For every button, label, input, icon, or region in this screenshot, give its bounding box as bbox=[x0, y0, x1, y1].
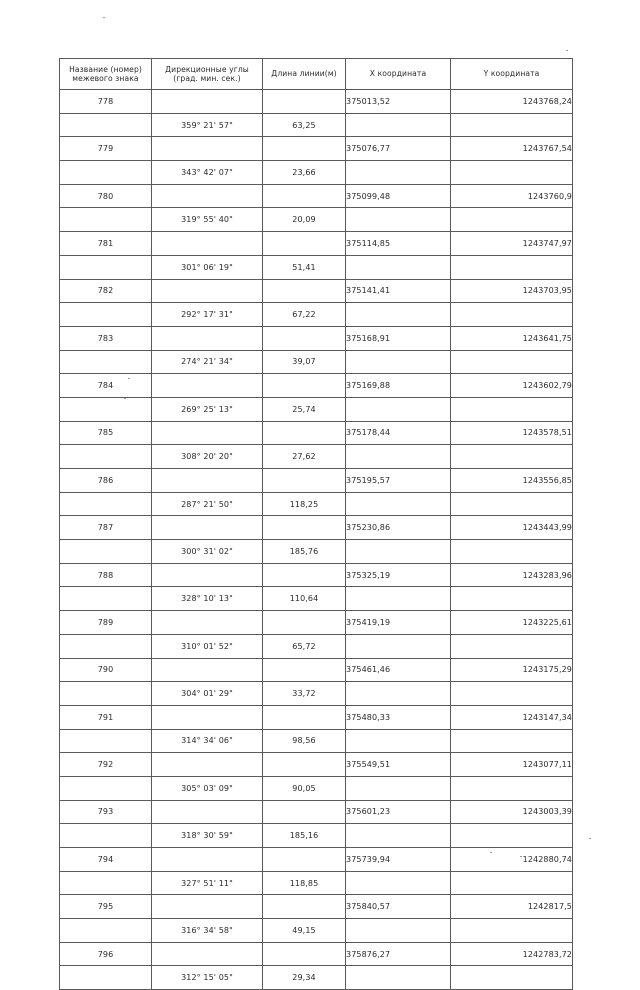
point-name-cell bbox=[60, 919, 152, 943]
point-name-cell bbox=[60, 776, 152, 800]
header-point-name: Название (номер) межевого знака bbox=[60, 59, 152, 90]
point-name-cell bbox=[60, 682, 152, 706]
point-name-cell bbox=[60, 540, 152, 564]
line-length-cell: 39,07 bbox=[263, 350, 346, 374]
y-coordinate-cell bbox=[451, 350, 573, 374]
y-coordinate-cell: 1243175,29 bbox=[451, 658, 573, 682]
line-length-cell: 51,41 bbox=[263, 255, 346, 279]
table-row-point bbox=[60, 232, 573, 256]
point-name-cell: 796 bbox=[60, 942, 152, 966]
x-coordinate-cell: 375601,23 bbox=[346, 800, 451, 824]
point-name-cell bbox=[60, 587, 152, 611]
line-length-cell: 98,56 bbox=[263, 729, 346, 753]
table-row-line bbox=[60, 445, 573, 469]
table-row-line bbox=[60, 634, 573, 658]
direction-angle-cell: 312° 15' 05" bbox=[152, 966, 263, 990]
scan-speck bbox=[128, 378, 130, 379]
line-length-cell bbox=[263, 516, 346, 540]
direction-angle-cell: 305° 03' 09" bbox=[152, 776, 263, 800]
direction-angle-cell bbox=[152, 753, 263, 777]
direction-angle-cell bbox=[152, 895, 263, 919]
line-length-cell bbox=[263, 421, 346, 445]
x-coordinate-cell: 375076,77 bbox=[346, 137, 451, 161]
x-coordinate-cell: 375480,33 bbox=[346, 705, 451, 729]
direction-angle-cell: 304° 01' 29" bbox=[152, 682, 263, 706]
x-coordinate-cell: 375419,19 bbox=[346, 611, 451, 635]
x-coordinate-cell: 375840,57 bbox=[346, 895, 451, 919]
table-row-point bbox=[60, 374, 573, 398]
x-coordinate-cell: 375169,88 bbox=[346, 374, 451, 398]
point-name-cell: 782 bbox=[60, 279, 152, 303]
line-length-cell bbox=[263, 326, 346, 350]
scan-speck bbox=[490, 852, 492, 853]
line-length-cell bbox=[263, 232, 346, 256]
table-row-line bbox=[60, 113, 573, 137]
scan-speck bbox=[589, 838, 591, 839]
y-coordinate-cell bbox=[451, 919, 573, 943]
point-name-cell bbox=[60, 824, 152, 848]
table-row-point bbox=[60, 469, 573, 493]
point-name-cell bbox=[60, 729, 152, 753]
direction-angle-cell bbox=[152, 279, 263, 303]
point-name-cell bbox=[60, 634, 152, 658]
point-name-cell bbox=[60, 492, 152, 516]
x-coordinate-cell: 375739,94 bbox=[346, 848, 451, 872]
table-row-point bbox=[60, 90, 573, 114]
y-coordinate-cell bbox=[451, 966, 573, 990]
line-length-cell bbox=[263, 705, 346, 729]
line-length-cell: 33,72 bbox=[263, 682, 346, 706]
y-coordinate-cell: 1243556,85 bbox=[451, 469, 573, 493]
y-coordinate-cell: 1243767,54 bbox=[451, 137, 573, 161]
line-length-cell: 23,66 bbox=[263, 161, 346, 185]
x-coordinate-cell bbox=[346, 824, 451, 848]
y-coordinate-cell: 1243747,97 bbox=[451, 232, 573, 256]
direction-angle-cell bbox=[152, 848, 263, 872]
x-coordinate-cell: 375141,41 bbox=[346, 279, 451, 303]
table-row-line bbox=[60, 255, 573, 279]
header-y-coordinate: Y координата bbox=[451, 59, 573, 90]
y-coordinate-cell bbox=[451, 540, 573, 564]
x-coordinate-cell: 375325,19 bbox=[346, 563, 451, 587]
direction-angle-cell: 310° 01' 52" bbox=[152, 634, 263, 658]
table-row-point bbox=[60, 895, 573, 919]
y-coordinate-cell: 1243703,95 bbox=[451, 279, 573, 303]
direction-angle-cell: 269° 25' 13" bbox=[152, 397, 263, 421]
direction-angle-cell bbox=[152, 705, 263, 729]
table-row-point bbox=[60, 848, 573, 872]
x-coordinate-cell: 375168,91 bbox=[346, 326, 451, 350]
y-coordinate-cell: 1243768,24 bbox=[451, 90, 573, 114]
table-row-line bbox=[60, 824, 573, 848]
direction-angle-cell: 328° 10' 13" bbox=[152, 587, 263, 611]
x-coordinate-cell bbox=[346, 776, 451, 800]
direction-angle-cell bbox=[152, 658, 263, 682]
table-row-line bbox=[60, 303, 573, 327]
direction-angle-cell bbox=[152, 942, 263, 966]
table-row-point bbox=[60, 326, 573, 350]
x-coordinate-cell bbox=[346, 540, 451, 564]
line-length-cell: 65,72 bbox=[263, 634, 346, 658]
table-row-line bbox=[60, 966, 573, 990]
line-length-cell bbox=[263, 469, 346, 493]
point-name-cell bbox=[60, 871, 152, 895]
table-row-line bbox=[60, 540, 573, 564]
table-row-line bbox=[60, 208, 573, 232]
x-coordinate-cell bbox=[346, 634, 451, 658]
y-coordinate-cell bbox=[451, 729, 573, 753]
line-length-cell: 20,09 bbox=[263, 208, 346, 232]
line-length-cell bbox=[263, 800, 346, 824]
point-name-cell bbox=[60, 161, 152, 185]
point-name-cell: 783 bbox=[60, 326, 152, 350]
coordinates-table bbox=[59, 58, 573, 990]
x-coordinate-cell bbox=[346, 587, 451, 611]
table-row-line bbox=[60, 776, 573, 800]
y-coordinate-cell: 1243077,11 bbox=[451, 753, 573, 777]
header-line-length: Длина линии(м) bbox=[263, 59, 346, 90]
y-coordinate-cell: 1243003,39 bbox=[451, 800, 573, 824]
direction-angle-cell: 359° 21' 57" bbox=[152, 113, 263, 137]
point-name-cell: 786 bbox=[60, 469, 152, 493]
point-name-cell: 785 bbox=[60, 421, 152, 445]
table-row-line bbox=[60, 871, 573, 895]
direction-angle-cell: 327° 51' 11" bbox=[152, 871, 263, 895]
y-coordinate-cell: 1243225,61 bbox=[451, 611, 573, 635]
x-coordinate-cell bbox=[346, 208, 451, 232]
table-row-point bbox=[60, 137, 573, 161]
y-coordinate-cell: 1243641,75 bbox=[451, 326, 573, 350]
point-name-cell: 792 bbox=[60, 753, 152, 777]
line-length-cell: 25,74 bbox=[263, 397, 346, 421]
line-length-cell: 27,62 bbox=[263, 445, 346, 469]
direction-angle-cell: 300° 31' 02" bbox=[152, 540, 263, 564]
point-name-cell bbox=[60, 445, 152, 469]
line-length-cell bbox=[263, 374, 346, 398]
line-length-cell: 185,76 bbox=[263, 540, 346, 564]
line-length-cell: 90,05 bbox=[263, 776, 346, 800]
x-coordinate-cell: 375114,85 bbox=[346, 232, 451, 256]
direction-angle-cell bbox=[152, 516, 263, 540]
direction-angle-cell bbox=[152, 374, 263, 398]
point-name-cell: 779 bbox=[60, 137, 152, 161]
table-row-line bbox=[60, 587, 573, 611]
table-row-point bbox=[60, 563, 573, 587]
point-name-cell: 780 bbox=[60, 184, 152, 208]
x-coordinate-cell: 375013,52 bbox=[346, 90, 451, 114]
direction-angle-cell bbox=[152, 90, 263, 114]
direction-angle-cell bbox=[152, 563, 263, 587]
point-name-cell: 790 bbox=[60, 658, 152, 682]
line-length-cell bbox=[263, 279, 346, 303]
y-coordinate-cell bbox=[451, 113, 573, 137]
direction-angle-cell: 316° 34' 58" bbox=[152, 919, 263, 943]
point-name-cell: 795 bbox=[60, 895, 152, 919]
x-coordinate-cell bbox=[346, 871, 451, 895]
point-name-cell bbox=[60, 397, 152, 421]
direction-angle-cell: 314° 34' 06" bbox=[152, 729, 263, 753]
scan-speck bbox=[566, 50, 568, 51]
x-coordinate-cell bbox=[346, 397, 451, 421]
direction-angle-cell: 318° 30' 59" bbox=[152, 824, 263, 848]
header-direction-angle: Дирекционные углы (град. мин. сек.) bbox=[152, 59, 263, 90]
point-name-cell bbox=[60, 113, 152, 137]
table-header-row bbox=[60, 59, 573, 90]
line-length-cell bbox=[263, 90, 346, 114]
line-length-cell bbox=[263, 137, 346, 161]
y-coordinate-cell: 1243443,99 bbox=[451, 516, 573, 540]
x-coordinate-cell bbox=[346, 919, 451, 943]
line-length-cell bbox=[263, 942, 346, 966]
x-coordinate-cell bbox=[346, 682, 451, 706]
table-row-point bbox=[60, 942, 573, 966]
point-name-cell bbox=[60, 208, 152, 232]
x-coordinate-cell: 375230,86 bbox=[346, 516, 451, 540]
x-coordinate-cell bbox=[346, 492, 451, 516]
direction-angle-cell bbox=[152, 421, 263, 445]
table-row-point bbox=[60, 184, 573, 208]
x-coordinate-cell: 375099,48 bbox=[346, 184, 451, 208]
x-coordinate-cell bbox=[346, 113, 451, 137]
x-coordinate-cell bbox=[346, 350, 451, 374]
line-length-cell: 118,25 bbox=[263, 492, 346, 516]
table-row-point bbox=[60, 516, 573, 540]
point-name-cell: 789 bbox=[60, 611, 152, 635]
direction-angle-cell: 301° 06' 19" bbox=[152, 255, 263, 279]
y-coordinate-cell: 1242817,5 bbox=[451, 895, 573, 919]
line-length-cell: 49,15 bbox=[263, 919, 346, 943]
direction-angle-cell: 287° 21' 50" bbox=[152, 492, 263, 516]
direction-angle-cell: 274° 21' 34" bbox=[152, 350, 263, 374]
y-coordinate-cell bbox=[451, 255, 573, 279]
y-coordinate-cell bbox=[451, 445, 573, 469]
line-length-cell: 67,22 bbox=[263, 303, 346, 327]
y-coordinate-cell bbox=[451, 208, 573, 232]
table-row-point bbox=[60, 705, 573, 729]
x-coordinate-cell bbox=[346, 255, 451, 279]
line-length-cell: 110,64 bbox=[263, 587, 346, 611]
scan-speck bbox=[520, 856, 522, 857]
y-coordinate-cell bbox=[451, 397, 573, 421]
scan-speck bbox=[124, 398, 126, 399]
line-length-cell bbox=[263, 848, 346, 872]
y-coordinate-cell: 1242783,72 bbox=[451, 942, 573, 966]
x-coordinate-cell: 375461,46 bbox=[346, 658, 451, 682]
table-row-point bbox=[60, 421, 573, 445]
y-coordinate-cell: 1242880,74 bbox=[451, 848, 573, 872]
y-coordinate-cell bbox=[451, 492, 573, 516]
table-row-point bbox=[60, 611, 573, 635]
point-name-cell: 791 bbox=[60, 705, 152, 729]
y-coordinate-cell bbox=[451, 776, 573, 800]
x-coordinate-cell: 375178,44 bbox=[346, 421, 451, 445]
line-length-cell: 185,16 bbox=[263, 824, 346, 848]
y-coordinate-cell bbox=[451, 587, 573, 611]
table-row-point bbox=[60, 800, 573, 824]
table-row-line bbox=[60, 682, 573, 706]
line-length-cell: 63,25 bbox=[263, 113, 346, 137]
direction-angle-cell: 343° 42' 07" bbox=[152, 161, 263, 185]
x-coordinate-cell bbox=[346, 445, 451, 469]
scan-speck bbox=[103, 17, 105, 18]
y-coordinate-cell bbox=[451, 303, 573, 327]
direction-angle-cell bbox=[152, 326, 263, 350]
x-coordinate-cell: 375549,51 bbox=[346, 753, 451, 777]
point-name-cell bbox=[60, 303, 152, 327]
point-name-cell: 794 bbox=[60, 848, 152, 872]
table-row-line bbox=[60, 492, 573, 516]
point-name-cell: 793 bbox=[60, 800, 152, 824]
point-name-cell: 788 bbox=[60, 563, 152, 587]
direction-angle-cell bbox=[152, 611, 263, 635]
line-length-cell bbox=[263, 563, 346, 587]
y-coordinate-cell bbox=[451, 871, 573, 895]
table-row-point bbox=[60, 279, 573, 303]
point-name-cell bbox=[60, 350, 152, 374]
y-coordinate-cell bbox=[451, 682, 573, 706]
point-name-cell: 784 bbox=[60, 374, 152, 398]
table-row-line bbox=[60, 350, 573, 374]
line-length-cell bbox=[263, 658, 346, 682]
direction-angle-cell bbox=[152, 137, 263, 161]
y-coordinate-cell: 1243602,79 bbox=[451, 374, 573, 398]
table-row-line bbox=[60, 919, 573, 943]
y-coordinate-cell bbox=[451, 824, 573, 848]
direction-angle-cell bbox=[152, 469, 263, 493]
table-body bbox=[60, 90, 573, 990]
y-coordinate-cell bbox=[451, 161, 573, 185]
direction-angle-cell bbox=[152, 184, 263, 208]
direction-angle-cell: 292° 17' 31" bbox=[152, 303, 263, 327]
x-coordinate-cell: 375195,57 bbox=[346, 469, 451, 493]
point-name-cell: 781 bbox=[60, 232, 152, 256]
x-coordinate-cell bbox=[346, 729, 451, 753]
point-name-cell: 787 bbox=[60, 516, 152, 540]
line-length-cell: 29,34 bbox=[263, 966, 346, 990]
table-row-point bbox=[60, 658, 573, 682]
point-name-cell bbox=[60, 255, 152, 279]
direction-angle-cell: 319° 55' 40" bbox=[152, 208, 263, 232]
table-row-line bbox=[60, 161, 573, 185]
line-length-cell bbox=[263, 895, 346, 919]
direction-angle-cell bbox=[152, 800, 263, 824]
x-coordinate-cell bbox=[346, 966, 451, 990]
direction-angle-cell bbox=[152, 232, 263, 256]
line-length-cell bbox=[263, 753, 346, 777]
line-length-cell bbox=[263, 184, 346, 208]
y-coordinate-cell bbox=[451, 634, 573, 658]
y-coordinate-cell: 1243147,34 bbox=[451, 705, 573, 729]
x-coordinate-cell: 375876,27 bbox=[346, 942, 451, 966]
y-coordinate-cell: 1243578,51 bbox=[451, 421, 573, 445]
line-length-cell bbox=[263, 611, 346, 635]
table-row-line bbox=[60, 397, 573, 421]
y-coordinate-cell: 1243760,9 bbox=[451, 184, 573, 208]
direction-angle-cell: 308° 20' 20" bbox=[152, 445, 263, 469]
x-coordinate-cell bbox=[346, 161, 451, 185]
x-coordinate-cell bbox=[346, 303, 451, 327]
line-length-cell: 118,85 bbox=[263, 871, 346, 895]
table-row-point bbox=[60, 753, 573, 777]
point-name-cell bbox=[60, 966, 152, 990]
y-coordinate-cell: 1243283,96 bbox=[451, 563, 573, 587]
table-row-line bbox=[60, 729, 573, 753]
point-name-cell: 778 bbox=[60, 90, 152, 114]
header-x-coordinate: X координата bbox=[346, 59, 451, 90]
